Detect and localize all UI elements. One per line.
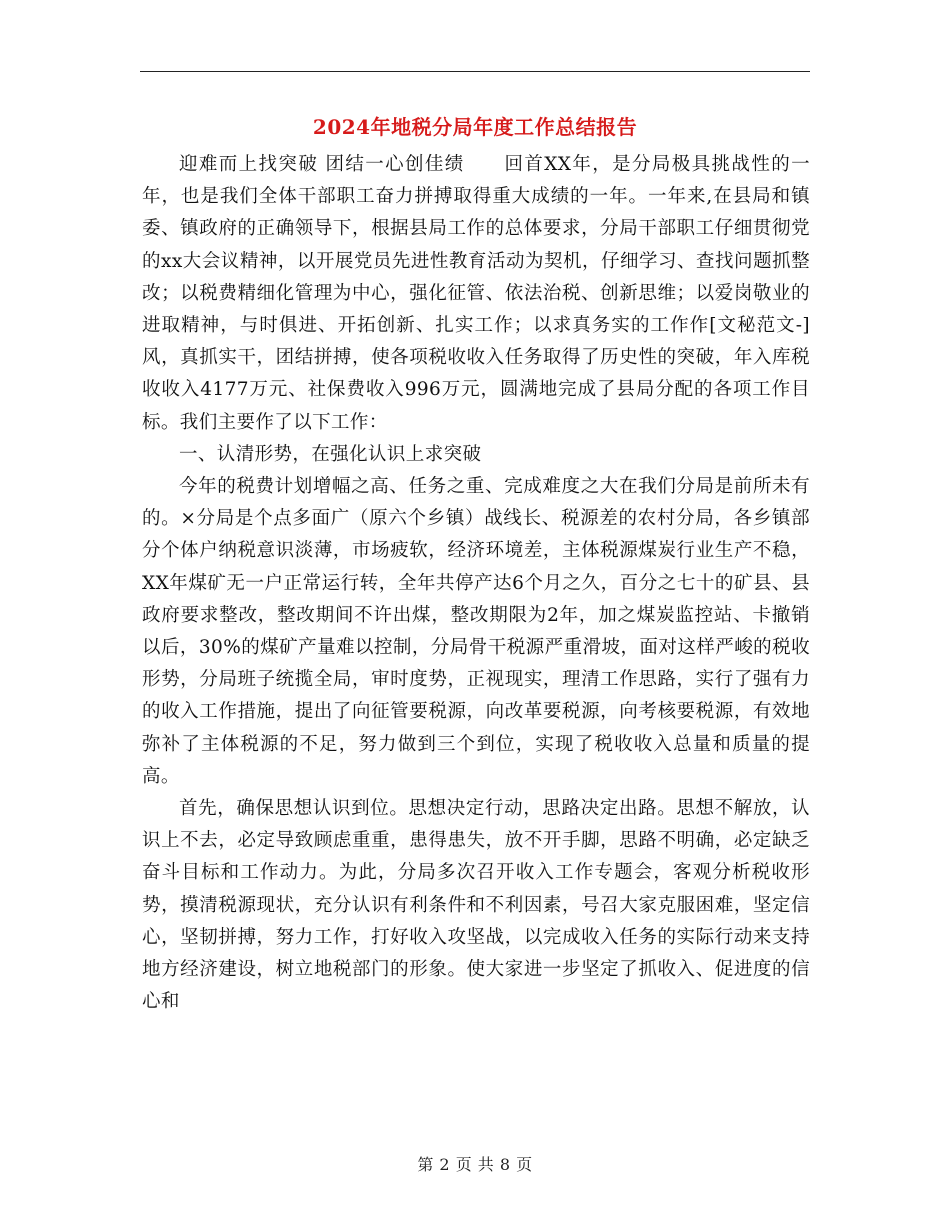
body-paragraph: 今年的税费计划增幅之高、任务之重、完成难度之大在我们分局是前所未有的。×分局是个点多面广（原六个乡镇）战线长、税源差的农村分局，各乡镇部分个体户纳税意识淡薄，市场疲软，经济环境差，主体税源煤炭行业生产不稳，XX年煤矿无一户正常运行转，全年共停产达6个月之久，百分之七十的矿县、县政府要求整改，整改期间不许出煤，整改期限为2年，加之煤炭监控站、卡撤销以后，30%的煤矿产量难以控制，分局骨干税源严重滑坡，面对这样严峻的税收形势，分局班子统揽全局，审时度势，正视现实，理清工作思路，实行了强有力的收入工作措施，提出了向征管要税源，向改革要税源，向考核要税源，有效地弥补了主体税源的不足，努力做到三个到位，实现了税收收入总量和质量的提高。 (142, 476, 810, 787)
header-rule (140, 71, 810, 72)
intro-paragraph: 迎难而上找突破 团结一心创佳绩 回首XX年，是分局极具挑战性的一年，也是我们全体干部职工奋力拼搏取得重大成绩的一年。一年来,在县局和镇委、镇政府的正确领导下，根据县局工作的总体要求，分局干部职工仔细贯彻党的xx大会议精神，以开展党员先进性教育活动为契机，仔细学习、查找问题抓整改；以税费精细化管理为中心，强化征管、依法治税、创新思维；以爱岗敬业的进取精神，与时俱进、开拓创新、扎实工作；以求真务实的工作作[文秘范文-]风，真抓实干，团结拼搏，使各项税收收入任务取得了历史性的突破，年入库税收收入4177万元、社保费收入996万元，圆满地完成了县局分配的各项工作目标。我们主要作了以下工作： (142, 154, 810, 433)
document-body (142, 149, 810, 1018)
section-heading: 一、认清形势，在强化认识上求突破 (179, 443, 482, 465)
document-title: 2024年地税分局年度工作总结报告 (312, 115, 638, 139)
body-paragraph: 首先，确保思想认识到位。思想决定行动，思路决定出路。思想不解放，认识上不去，必定导致顾虑重重，患得患失，放不开手脚，思路不明确，必定缺乏奋斗目标和工作动力。为此，分局多次召开收入工作专题会，客观分析税收形势，摸清税源现状，充分认识有利条件和不利因素，号召大家克服困难，坚定信心，坚韧拼搏，努力工作，打好收入攻坚战，以完成收入任务的实际行动来支持地方经济建设，树立地税部门的形象。使大家进一步坚定了抓收入、促进度的信心和 (142, 798, 810, 1013)
page-number-footer: 第 2 页 共 8 页 (417, 1155, 533, 1174)
